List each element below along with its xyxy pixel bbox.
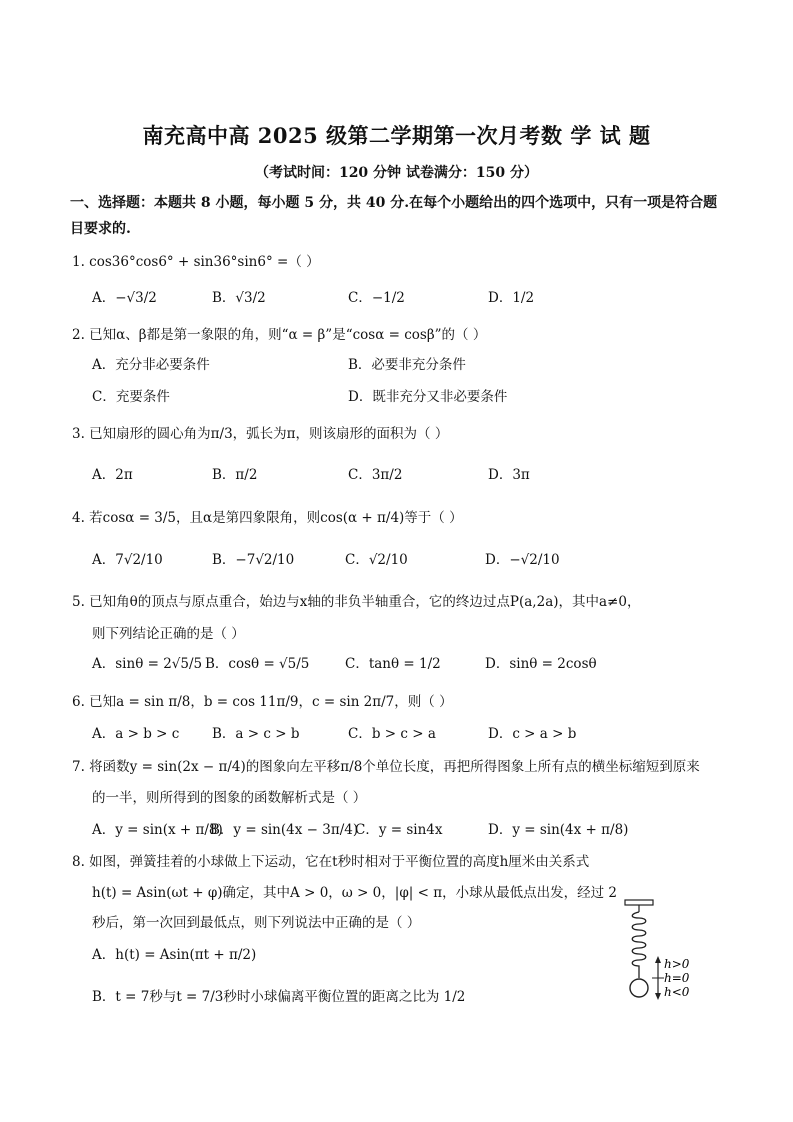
q1-option-a: A．−√3/2 [92,290,157,306]
q4-option-d: D．−√2/10 [485,552,560,568]
q5-option-d: D．sinθ = 2cosθ [485,656,597,672]
q5-option-b: B．cosθ = √5/5 [205,656,310,672]
label-h-negative: h<0 [664,985,690,999]
q4-option-b: B．−7√2/10 [212,552,295,568]
q2-option-b: B．必要非充分条件 [348,357,466,373]
question-7: 7. 将函数y = sin(2x − π/4)的图象向左平移π/8个单位长度，再把所得图象上所有点的横坐标缩短到原来 [72,759,700,775]
spring-ball-figure [600,898,720,1008]
question-4: 4. 若cosα = 3/5，且α是第四象限角，则cos(α + π/4)等于（ ） [72,510,463,526]
question-3: 3. 已知扇形的圆心角为π/3，弧长为π，则该扇形的面积为（ ） [72,426,449,442]
q4-option-a: A．7√2/10 [92,552,163,568]
question-8-cont: h(t) = Asin(ωt + φ)确定，其中A > 0，ω > 0，|φ| < π，小球从最低点出发，经过 2 [92,885,617,901]
question-6: 6. 已知a = sin π/8，b = cos 11π/9，c = sin 2π/7，则（ ） [72,694,453,710]
q1-option-b: B．√3/2 [212,290,266,306]
question-1: 1. cos36°cos6° + sin36°sin6° =（ ） [72,254,320,270]
spring-mount [625,900,653,905]
q6-option-c: C．b > c > a [348,726,436,742]
label-h-positive: h>0 [664,957,690,971]
q1-option-c: C．−1/2 [348,290,405,306]
section-heading: 一、选择题：本题共 8 小题，每小题 5 分，共 40 分.在每个小题给出的四个选项中，只有一项是符合题目要求的. [70,195,718,237]
q4-option-c: C．√2/10 [345,552,408,568]
q6-option-b: B．a > c > b [212,726,300,742]
q2-option-c: C．充要条件 [92,389,170,405]
q7-option-c: C．y = sin4x [355,822,443,838]
q5-option-c: C．tanθ = 1/2 [345,656,441,672]
q8-option-b: B．t = 7秒与t = 7/3秒时小球偏离平衡位置的距离之比为 1/2 [92,989,466,1005]
q2-option-a: A．充分非必要条件 [92,357,210,373]
question-8: 8. 如图，弹簧挂着的小球做上下运动，它在t秒时相对于平衡位置的高度h厘米由关系式 [72,854,590,870]
q7-option-d: D．y = sin(4x + π/8) [488,822,629,838]
spring-coil [632,912,646,978]
page-title: 南充高中高 2025 级第二学期第一次月考数 学 试 题 [142,123,651,148]
question-2: 2. 已知α、β都是第一象限的角，则“α = β”是“cosα = cosβ”的（ ） [72,327,487,343]
question-5-cont: 则下列结论正确的是（ ） [92,626,245,642]
question-7-cont: 的一半，则所得到的图象的函数解析式是（ ） [92,790,367,806]
q3-option-a: A．2π [92,467,133,483]
q1-option-d: D．1/2 [488,290,535,306]
q5-option-a: A．sinθ = 2√5/5 [92,656,203,672]
q7-option-a: A．y = sin(x + π/8) [92,822,223,838]
q2-option-d: D．既非充分又非必要条件 [348,389,508,405]
question-8-cont2: 秒后，第一次回到最低点，则下列说法中正确的是（ ） [92,915,421,931]
q7-option-b: B．y = sin(4x − 3π/4) [210,822,359,838]
exam-info: （考试时间：120 分钟 试卷满分：150 分） [254,165,539,181]
q6-option-a: A．a > b > c [92,726,180,742]
q8-option-a: A．h(t) = Asin(πt + π/2) [92,947,257,963]
q3-option-c: C．3π/2 [348,467,403,483]
ball [630,979,648,997]
q3-option-b: B．π/2 [212,467,258,483]
q6-option-d: D．c > a > b [488,726,577,742]
q3-option-d: D．3π [488,467,530,483]
label-h-zero: h=0 [664,971,690,985]
question-5: 5. 已知角θ的顶点与原点重合，始边与x轴的非负半轴重合，它的终边过点P(a,2a)，其中a≠0， [72,594,641,610]
